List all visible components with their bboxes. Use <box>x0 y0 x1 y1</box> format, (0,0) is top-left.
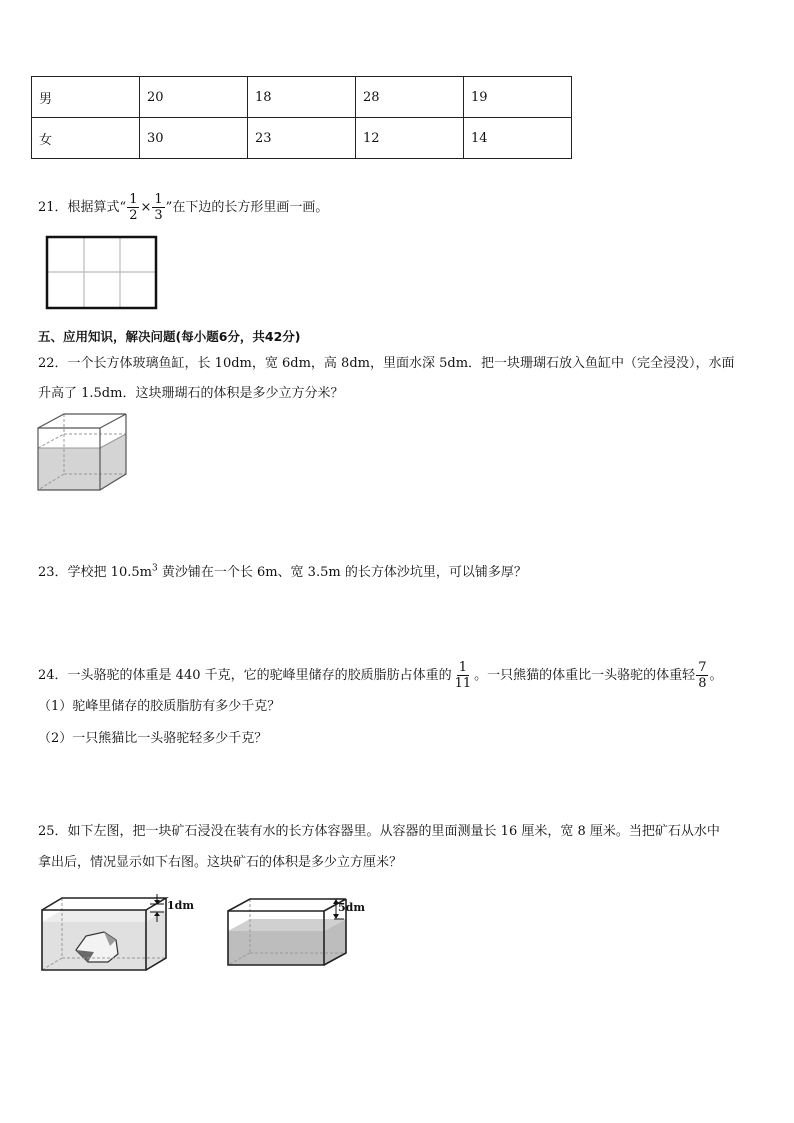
table-row <box>32 118 572 159</box>
q24-text-pre: 24．一头骆驼的体重是 440 千克，它的驼峰里储存的胶质脂肪占体重的 <box>38 668 452 683</box>
height-label-left: 1dm <box>167 899 194 912</box>
section-heading: 五、应用知识，解决问题(每小题6分，共42分) <box>38 329 301 344</box>
table-cell: 18 <box>248 77 356 118</box>
fraction-numerator: 1 <box>154 192 163 207</box>
fraction-numerator: 1 <box>129 192 138 207</box>
question-22-line2: 升高了 1.5dm．这块珊瑚石的体积是多少立方分米？ <box>38 386 344 401</box>
table-cell: 19 <box>464 77 572 118</box>
question-25-line2: 拿出后，情况显示如下右图。这块矿石的体积是多少立方厘米？ <box>38 855 403 870</box>
table-cell: 男 <box>32 77 140 118</box>
fraction <box>696 660 708 691</box>
fraction-numerator: 1 <box>458 660 468 675</box>
fraction-denominator: 11 <box>454 676 472 691</box>
fraction <box>127 192 139 223</box>
q23-text-post: 黄沙铺在一个长 6m、宽 3.5m 的长方体沙坑里，可以铺多厚？ <box>157 565 527 580</box>
superscript: 3 <box>151 563 158 574</box>
question-23 <box>38 563 527 583</box>
question-21 <box>38 192 328 223</box>
fraction-denominator: 2 <box>129 208 138 223</box>
q21-text-pre: 21．根据算式“ <box>38 200 127 215</box>
q23-text-pre: 23．学校把 10.5m <box>38 565 152 580</box>
fish-tank-figure <box>36 412 132 494</box>
question-24 <box>38 660 722 691</box>
q24-text-end: 。 <box>709 668 723 683</box>
fraction <box>453 660 474 691</box>
table-cell: 14 <box>464 118 572 159</box>
question-24-sub2: （2）一只熊猫比一头骆驼轻多少千克？ <box>38 731 268 746</box>
fraction-denominator: 8 <box>698 676 707 691</box>
table-cell: 女 <box>32 118 140 159</box>
table-cell: 20 <box>140 77 248 118</box>
table-cell: 28 <box>356 77 464 118</box>
fraction <box>152 192 164 223</box>
table-cell: 12 <box>356 118 464 159</box>
grid-rectangle-figure <box>44 234 160 312</box>
fraction-numerator: 7 <box>698 660 707 675</box>
question-25-line1: 25．如下左图，把一块矿石浸没在装有水的长方体容器里。从容器的里面测量长 16 厘米，宽 8 厘米。当把矿石从水中 <box>38 824 720 839</box>
question-22-line1: 22．一个长方体玻璃鱼缸，长 10dm，宽 6dm，高 8dm，里面水深 5dm．把一块珊瑚石放入鱼缸中（完全浸没），水面 <box>38 356 735 371</box>
fraction-denominator: 3 <box>154 208 163 223</box>
times-sign: × <box>140 200 152 215</box>
data-table <box>31 76 572 159</box>
height-label-right: 5dm <box>338 901 365 914</box>
q24-text-mid: 。一只熊猫的体重比一头骆驼的体重轻 <box>474 668 696 683</box>
q21-text-post: ”在下边的长方形里画一画。 <box>165 200 329 215</box>
table-cell: 23 <box>248 118 356 159</box>
question-24-sub1: （1）驼峰里储存的胶质脂肪有多少千克？ <box>38 699 281 714</box>
table-row <box>32 77 572 118</box>
table-cell: 30 <box>140 118 248 159</box>
